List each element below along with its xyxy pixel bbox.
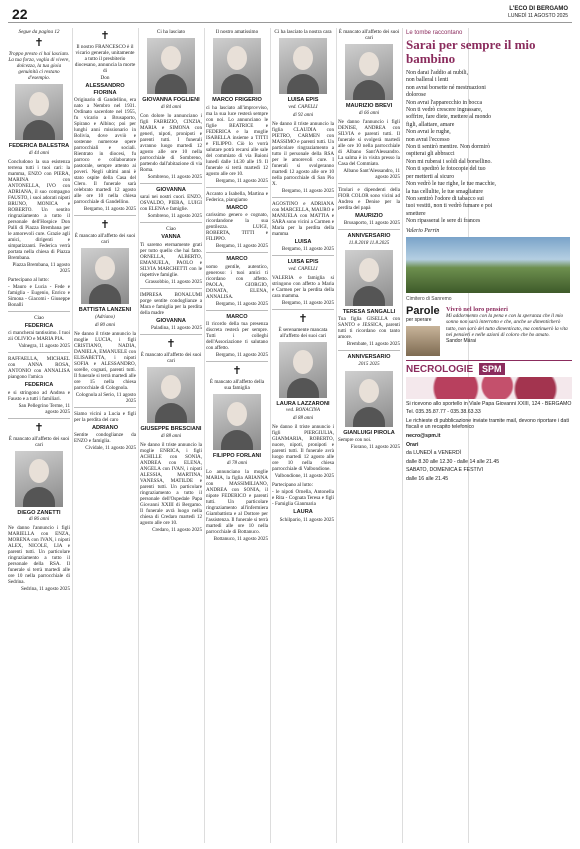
deceased-name: LUISA EPIS [287, 259, 319, 265]
poem-line: Non mi ruberai i soldi dal borsellino. [406, 158, 492, 165]
anniversary-heading: ANNIVERSARIO [347, 233, 391, 239]
page-number: 22 [12, 6, 28, 22]
editorial-sidebar [404, 28, 572, 843]
parole-heading: Vivrò nel loro pensieri [446, 305, 508, 313]
column-3 [140, 28, 202, 843]
deceased-age: di 88 anni [292, 416, 314, 421]
notice-sign: Bergamo, 11 agosto 2025 [281, 246, 334, 252]
cross-icon: ✝ [100, 30, 110, 42]
continuation-note: Segue da pagina 12 [18, 29, 60, 35]
hours-weekdays-times: dalle 8.30 alle 12.30 - dalle 14 alle 21.45 [406, 458, 500, 465]
page-header [8, 6, 572, 23]
divider [8, 352, 70, 353]
notice-sign: Valnegra, 11 agosto 2025 [18, 343, 70, 349]
anniversary-dates: 11.8.2018 11.8.2025 [348, 240, 390, 246]
deceased-age: di 78 anni [226, 460, 248, 466]
notice-sign: Bergamo, 11 agosto 2025 [281, 299, 334, 306]
notice-sign: Sombreno, 11 agosto 2025 [147, 173, 202, 180]
notice-intro: È mancato all'affetto dei suoi cari [74, 233, 136, 245]
poem-text [406, 70, 572, 226]
necrologie-title: NECROLOGIE [406, 363, 474, 375]
notice-sign: Bergamo, 11 agosto 2025 [83, 206, 136, 212]
divider [74, 407, 136, 408]
notice-body: Ne danno il triste annuncio la figlia CLAUDIA con PIETRO, CARMEN con MASSIMO e parenti tutti. Un particolare ringraziamento a tutto il personale della RSA per le amorevoli cure. I funerali si svolgeranno martedì 12 agosto alle ore 10 nella parrocchiale di San Pio X. [272, 120, 334, 187]
notice-sign: Credaro, 11 agosto 2025 [152, 526, 202, 533]
column-divider [204, 28, 205, 843]
notice-body: e si stringono ad Andrea e Fausto e a tutti i familiari. [8, 389, 70, 402]
notice-sign: Sedrina, 11 agosto 2025 [20, 586, 70, 592]
poem-line: smettere [406, 210, 426, 217]
poem-line: Non ti sentirò mentire. Non dormirò [406, 144, 491, 151]
deceased-name: FILIPPO FORLANI [212, 453, 262, 459]
notice-body: Ne danno il triste annuncio la moglie LUCIA, i figli CRISTIANO, NADIA, DANIELA, EMANUELE con ELISABETTA, i nipoti SOFIA e ALESSANDRO, sorelle, cognati, parenti tutti. Il funerale si terrà martedì alle ore 15 nella chiesa parrocchiale di Colognola. [74, 330, 136, 391]
column-divider [402, 28, 403, 843]
divider [338, 229, 400, 230]
column-5 [272, 28, 334, 843]
deceased-name: ADRIANO [91, 424, 119, 431]
participants-heading: Partecipano al lutto: [8, 276, 50, 283]
notice-body: ci mancherai tantissimo. I tuoi zii OLIVIO e MARIA PIA. [8, 330, 70, 342]
notice-body: carissimo genero e cognato, ricordandone la sua gentilezza. LUIGI, ROBERTA, TITTI e FILIPPO. [206, 212, 268, 242]
divider [74, 215, 136, 216]
notice-body: Ti saremo eternamente grati per tutto quello che hai fatto. ORNELLA, ALBERTO, EMANUELA, PAOLO e SILVIA MARCHETTI con le rispettive famiglie. [140, 241, 202, 278]
poem-line: per metterti al sicuro [406, 173, 455, 180]
participants-list: - le nipoti Ornella, Antonella e Rita - Cognata Teresa e figli - Famiglia Gianmaria [272, 489, 334, 507]
column-4 [206, 28, 268, 843]
deceased-name: FEDERICA BALESTRA [8, 143, 70, 149]
deceased-married-name: ved. CAPELLI [288, 104, 318, 110]
notice-body: AGOSTINO e ADRIANA con MARCELLA, MAURO e MANUELA con MATTIA e SARA sono vicini a Carmen e Maria per la perdita della mamma [272, 200, 334, 237]
deceased-name: LAURA LAZZARONI [276, 400, 330, 407]
notice-sign: San Pellegrino Terme, 11 agosto 2025 [18, 402, 70, 415]
column-1 [8, 28, 70, 843]
divider [338, 183, 400, 184]
parole-content [446, 306, 572, 356]
spm-logo: SPM [479, 363, 505, 375]
anniversary-heading: ANNIVERSARIO [347, 354, 391, 360]
notice-body: Sempre con noi. [338, 437, 372, 443]
deceased-name: GIOVANNA FOGLIENI [142, 97, 200, 103]
email-link[interactable]: necro@spm.it [406, 432, 441, 439]
notice-body: sarai nei nostri cuori. ENZO, OSVALDO, PIERA, LUIGI con ELENA e famiglie. [140, 194, 202, 212]
notice-body: Siamo vicini a Lucia e figli per la perdita del caro [74, 410, 136, 423]
parole-author: Sandor Márai [446, 338, 477, 345]
poem-line: la tua cellulite, le tue smagliature [406, 188, 483, 195]
portrait-photo [147, 38, 195, 94]
poem-line: Non avrai le rughe, [406, 129, 451, 136]
cemetery-photo [406, 237, 570, 293]
poem-line: tuoi vestiti, non ti vedrò fumare e poi [406, 203, 493, 210]
notice-sign: Piazza Brembana, 11 agosto 2025 [12, 261, 70, 274]
column-6 [338, 28, 400, 843]
divider [206, 187, 268, 188]
notice-sign: Valbondione, 11 agosto 2025 [274, 473, 334, 479]
divider [338, 350, 400, 351]
notice-sign: Albano Sant'Alessandro, 11 agosto 2025 [343, 167, 400, 180]
parole-title: Parole [406, 304, 440, 317]
divider [272, 309, 334, 310]
notice-sign: Colognola al Serio, 11 agosto 2025 [75, 391, 136, 404]
deceased-name: ALESSANDRO FIORINA [85, 83, 125, 96]
notice-intro: Il nostro FRANCESCO è il vicario generale, unitamente a tutto il presbiterio diocesano, annuncia la morte di [74, 44, 136, 74]
column-divider [72, 28, 73, 843]
poem-line: soffrire, fare diete, mettere al mondo [406, 114, 492, 121]
notice-body: VALERIA e famiglia si stringono con affetto a Maria e Carmen per la perdita della cara mamma. [272, 274, 334, 299]
participants-list: - Mauro e Lucia - Fede e famiglia - Eugenio, Enrico e Simona - Giacomi - Giuseppe Bonalli [8, 283, 70, 308]
deceased-name: GIOVANNA [156, 186, 186, 193]
deceased-age: di 86 anni [28, 517, 50, 522]
cross-icon: ✝ [298, 312, 308, 325]
feature-title: Sarai per sempre il mio bambino [406, 37, 536, 66]
section-kicker: Le tombe raccontano [406, 30, 463, 36]
deceased-age: di 92 anni [292, 112, 314, 118]
notice-intro: Ciao [34, 314, 44, 321]
parole-body: Mi addormento con la pena e con la speranza che il mio sonno non sarà interrotto e che, anche se dimenticherò tutto, non sarò del tutto dimenticato, ma continuerò la vita nei pensieri e nelle azioni di coloro che ho amato. [446, 313, 568, 338]
notice-intro: È mancato all'affetto dei suoi cari [8, 435, 70, 448]
notice-sign: Bergamo, 11 agosto 2025 [215, 352, 268, 358]
poem-line: non balleral i lenti [406, 77, 449, 84]
column-divider [270, 28, 271, 843]
deceased-nickname: (Adriano) [95, 314, 115, 320]
notice-sign: Bergamo, 11 agosto 2025 [215, 243, 268, 249]
poem-line: Non darai l'addio ai nubili, [406, 70, 469, 76]
notice-body: Accanto a Isabella, Martina e Federica, piangiamo [206, 190, 268, 203]
notice-body: Sentite condoglianze da ENZO e famiglia. [74, 432, 136, 444]
cross-icon: ✝ [34, 37, 44, 49]
notice-body: Tua figlia GISELLA con SANTO e JESSICA, parenti tutti ti ricordano con tanto amore. [338, 316, 400, 340]
poem-line: Non ripasserai le sere di frances [406, 218, 481, 225]
portrait-photo [213, 38, 261, 94]
notice-sign: Brusaporto, 11 agosto 2025 [343, 220, 400, 226]
notice-sign: Sombreno, 11 agosto 2025 [147, 213, 202, 219]
deceased-name: TERESA SANGALLI [342, 308, 396, 315]
deceased-name: LUISA EPIS [287, 97, 319, 103]
necrologie-banner [406, 360, 572, 375]
notice-sign: Bergamo, 11 agosto 2025 [215, 177, 268, 184]
poem-line: dolorose [406, 92, 426, 99]
deceased-name: GIOVANNA [156, 317, 186, 324]
notice-body: Ne danno l'annuncio i figli MARIELLA con ENZA, MORENA con IVAN, i nipoti ALEX, NICOLE, LIA e parenti tutti. Un particolare ringraziamento a tutto il personale della RSA. Il funerale si terrà martedì alle ore 10 nella parrocchiale di Sedrina. [8, 525, 70, 585]
deceased-name: MARCO [226, 256, 248, 262]
portrait-photo [279, 38, 327, 94]
hours-weekend: SABATO, DOMENICA E FESTIVI [406, 467, 484, 474]
divider [206, 361, 268, 362]
parole-subtitle: per sperare [406, 316, 432, 323]
masthead [508, 6, 568, 20]
parole-box [406, 306, 572, 356]
anniversary-dates: 2015 2025 [358, 361, 380, 367]
notice-body: Ne danno il triste annuncio la moglie ENRICA, i figli ACHILLE con SONIA, ANDREA con ELENA, ANGELA con IVAN, i nipoti ALESSIA, MARTINA, VANESSA, MATILDE e parenti tutti. Un particolare ringraziamento a tutto il personale dell'Ospedale Papa Giovanni XXIII di Bergamo. Il funerale avrà luogo nella chiesa di Credaro martedì 12 agosto alle ore 10. [140, 441, 202, 526]
photo-caption: Cimitero di Sanremo [406, 295, 452, 302]
deceased-married-name: ved. CAPELLI [288, 266, 318, 272]
title-label: Don [100, 75, 110, 81]
hours-heading: Orari [406, 441, 419, 448]
portrait-photo [147, 367, 195, 423]
notice-body: Lo annunciano la moglie MARIA, la figlia ARIANNA con MASSIMILIANO, ANDREA con SONIA, il nipote FEDERICO e parenti tutti. Un particolare ringraziamento all'infermiera Giambattista e al Dottore per l'assistenza. Il funerale si terrà martedì alle ore 10 nella parrocchiale di Bottanuco. [206, 468, 268, 535]
cross-icon: ✝ [34, 421, 44, 434]
notice-sign: Paladina, 11 agosto 2025 [150, 325, 202, 331]
notice-body: Concludono la sua esistenza terrena tutti i tuoi cari: la mamma, ENZO con PIERA, MARINA con ANTONELLA, IVO con ADRIANA, il suo compagno FAUSTO, i suoi adorati nipoti BRUNO, MONICA e ROBERTO. Un sentito ringraziamento a tutto il personale dell'Hospice Don Palli di Piazza Brembana per le amorevoli cure. Grazie agli amici, dirigenti e simpatizzanti. Federica verrà portata nella chiesa di Piazza Brembana. [8, 158, 70, 261]
divider [140, 183, 202, 184]
notice-body: Il ricordo della tua presenza discreta resterà per sempre. Tutti i colleghi dell'Associazione ti salutano con affetto. [206, 321, 268, 351]
poem-line: Non sentirò l'odore di tabacco sui [406, 195, 484, 202]
portrait-photo [15, 451, 63, 507]
notice-intro: Ci ha lasciato la nostra cara [274, 29, 332, 35]
deceased-name: GIANLUIGI PIROLA [343, 429, 395, 436]
notice-sign: Bergamo, 11 agosto 2025 [215, 300, 268, 307]
divider [8, 311, 70, 312]
poem-line: ospiterai gli abbracci [406, 151, 455, 158]
poem-line: Non vedrò le tue righe, le tue macchie, [406, 181, 496, 188]
notice-body: RAFFAELLA, MICHAEL con ANNA ROSA, ANTONIO con ANNALISA piangono l'amica [8, 356, 70, 380]
poem-line: Non ti spedirò le fotocopie del tuo [406, 166, 486, 173]
notice-body: Con dolore lo annunciano i figli FABRIZIO, CINZIA, MARIA e SIMONA con generi, nipoti, pronipoti e parenti tutti. I funerali avranno luogo martedì 12 agosto alle ore 10 nella parrocchiale di Sombreno, partendo dall'abitazione di via Roma. [140, 112, 202, 173]
deceased-married-name: ved. BONACINA [286, 408, 320, 413]
poem-line: non avrai l'eccesso [406, 136, 450, 143]
deceased-name: LAURA [293, 509, 313, 515]
column-divider [138, 28, 139, 843]
notice-sign: Schilpario, 11 agosto 2025 [279, 516, 334, 523]
notice-sign: Bottanuco, 11 agosto 2025 [213, 535, 268, 542]
office-address: Si ricevono allo sportello in Viale Papa Giovanni XXIII, 124 - BERGAMO [406, 400, 572, 407]
office-phone: Tel. 035.35.87.77 - 035.38.63.33 [406, 409, 481, 416]
deceased-name: DIEGO ZANETTI [17, 509, 61, 516]
notice-intro: È mancato all'affetto della sua famiglia [209, 379, 265, 391]
poem-line: Non avrai l'apparecchio in bocca [406, 99, 483, 106]
column-divider [336, 28, 337, 843]
notice-sign: Grassobbio, 11 agosto 2025 [145, 278, 202, 285]
notice-body: Originario di Gandellino, era nato a Nembro nel 1931. Ordinato sacerdote nel 1955, fu vicario a Brusaporto, Spirano e Albino; poi per lunghi anni missionario in Bolivia, dove avviò e sostenne numerose opere parrocchiali e sociali. Rientrato in diocesi, fu parroco e collaboratore pastorale, sempre attento ai poveri. Negli ultimi anni è stato ospite della Casa del Clero. Il funerale sarà celebrato martedì 12 agosto alle ore 10 nella chiesa parrocchiale di Gandellino. [74, 97, 136, 205]
deceased-age: di 88 anni [160, 433, 182, 439]
portrait-photo [81, 248, 129, 304]
notice-intro: È mancato all'affetto dei suoi cari [338, 29, 400, 41]
cross-icon: ✝ [100, 219, 110, 231]
deceased-name: FEDERICA [24, 382, 54, 388]
deceased-name: GIUSEPPE BRESCIANI [140, 426, 202, 432]
portrait-photo [279, 342, 327, 398]
notice-intro: Il nostro amatissimo [215, 29, 259, 35]
notice-sign: Cividale, 11 agosto 2025 [85, 445, 136, 451]
poem-line: Non ti vedrò crescere ingrassare, [406, 107, 483, 114]
divider [140, 222, 202, 223]
notice-intro: È mancato all'affetto dei suoi cari [140, 352, 202, 364]
portrait-photo [15, 84, 63, 140]
deceased-age: di 66 anni [358, 110, 380, 116]
poem-line: figli, allattare, amare [406, 121, 455, 128]
deceased-age: di 80 anni [94, 322, 116, 328]
notice-sign: Bergamo, 11 agosto 2025 [281, 187, 334, 194]
cross-icon: ✝ [232, 365, 242, 377]
deceased-name: VANNA [161, 234, 181, 240]
hours-weekend-times: dalle 16 alle 21.45 [406, 475, 449, 482]
column-2 [74, 28, 136, 843]
notice-body: IMPRESA BONALUMI porge sentite condoglianze a Mara e famiglia per la perdita della madre [140, 291, 202, 316]
notice-intro: È serenamente mancata all'affetto dei suoi cari [278, 326, 328, 339]
newspaper-name: L'ECO DI BERGAMO [509, 6, 568, 12]
notice-intro: Ciao [166, 226, 176, 232]
deceased-name: FEDERICA [24, 322, 54, 329]
portrait-photo [345, 371, 393, 427]
notice-body: Ne danno l'annuncio i figli DENISE, ANDREA con SILVIA e parenti tutti. Il funerale si svolgerà martedì alle ore 10 nella parrocchiale di Albano Sant'Alessandro. La salma è in visita presso la Casa del Commiato. [338, 118, 400, 167]
email-note: Le richieste di pubblicazione inviate tramite mail, devono riportare i dati fiscali e un recapito telefonico [406, 417, 569, 431]
cross-icon: ✝ [166, 338, 176, 350]
deceased-name: MAURIZIO BREVI [345, 103, 393, 109]
notice-body: uomo gentile, autentico, generoso: i tuoi amici ti ricordano con affetto. PAOLA, GIORGIO, DONATA, ELENA, ANNALISA. [206, 263, 268, 300]
deceased-age: di 84 anni [160, 104, 182, 110]
roses-image [406, 377, 572, 399]
poem-author: Valerio Perrin [406, 227, 440, 234]
divider [8, 418, 70, 419]
issue-date: LUNEDÌ 11 AGOSTO 2025 [508, 13, 568, 19]
notice-intro: Ci ha lasciato [156, 29, 186, 35]
divider [206, 310, 268, 311]
deceased-name: BATTISTA LANZENI [78, 307, 132, 313]
deceased-name: MARCO FRIGERIO [212, 97, 262, 103]
participants-heading: Partecipano al lutto: [272, 482, 314, 488]
divider [140, 288, 202, 289]
divider [140, 334, 202, 335]
deceased-name: MAURIZIO [355, 212, 383, 219]
poem-line: non avrai borsette né mestruazioni [406, 84, 486, 91]
divider [272, 197, 334, 198]
notice-body: Ne danno il triste annuncio i figli PIERGIULIA, GIANMARIA, ROBERTO, nuore, nipoti, pronipoti e parenti tutti. Il funerale avrà luogo martedì 12 agosto alle ore 10 nella chiesa parrocchiale di Valbondione. [272, 424, 334, 472]
hours-weekdays: da LUNEDÌ a VENERDÌ [406, 450, 462, 457]
notice-intro: Troppo presto ci hai lasciato. La tua forza, voglia di vivere, dolcezza, la tua gioia genuinità ci restano d'esempio. [8, 51, 70, 81]
deceased-name: MARCO [226, 204, 248, 211]
divider [206, 252, 268, 253]
notice-sign: Fiorano, 11 agosto 2025 [350, 444, 400, 450]
parole-image [406, 326, 440, 356]
portrait-photo [345, 250, 393, 306]
portrait-photo [213, 394, 261, 450]
deceased-age: di 44 anni [28, 150, 50, 156]
deceased-name: MARCO [226, 313, 248, 320]
notice-body: ci ha lasciato all'improvviso, ma la sua luce resterà sempre con noi. Lo annunciano le figlie BEATRICE e FEDERICA e la moglie ISABELLA insieme a TITTI e FILIPPO. Ciò lo vorrà salutare potrà recarsi alle sale del commiato di via Baioni lunedì dalle 14.30 alle 19. Il funerale si terrà martedì 12 agosto alle ore 10. [206, 104, 268, 177]
notice-body: Titolari e dipendenti della FIOR COLOR sono vicini ad Andrea e Denise per la perdita del papà [338, 186, 400, 211]
portrait-photo [345, 44, 393, 100]
notice-sign: Brembate, 11 agosto 2025 [346, 341, 400, 347]
parole-logo [406, 306, 442, 356]
divider [272, 255, 334, 256]
deceased-name: LUISA [294, 238, 312, 245]
